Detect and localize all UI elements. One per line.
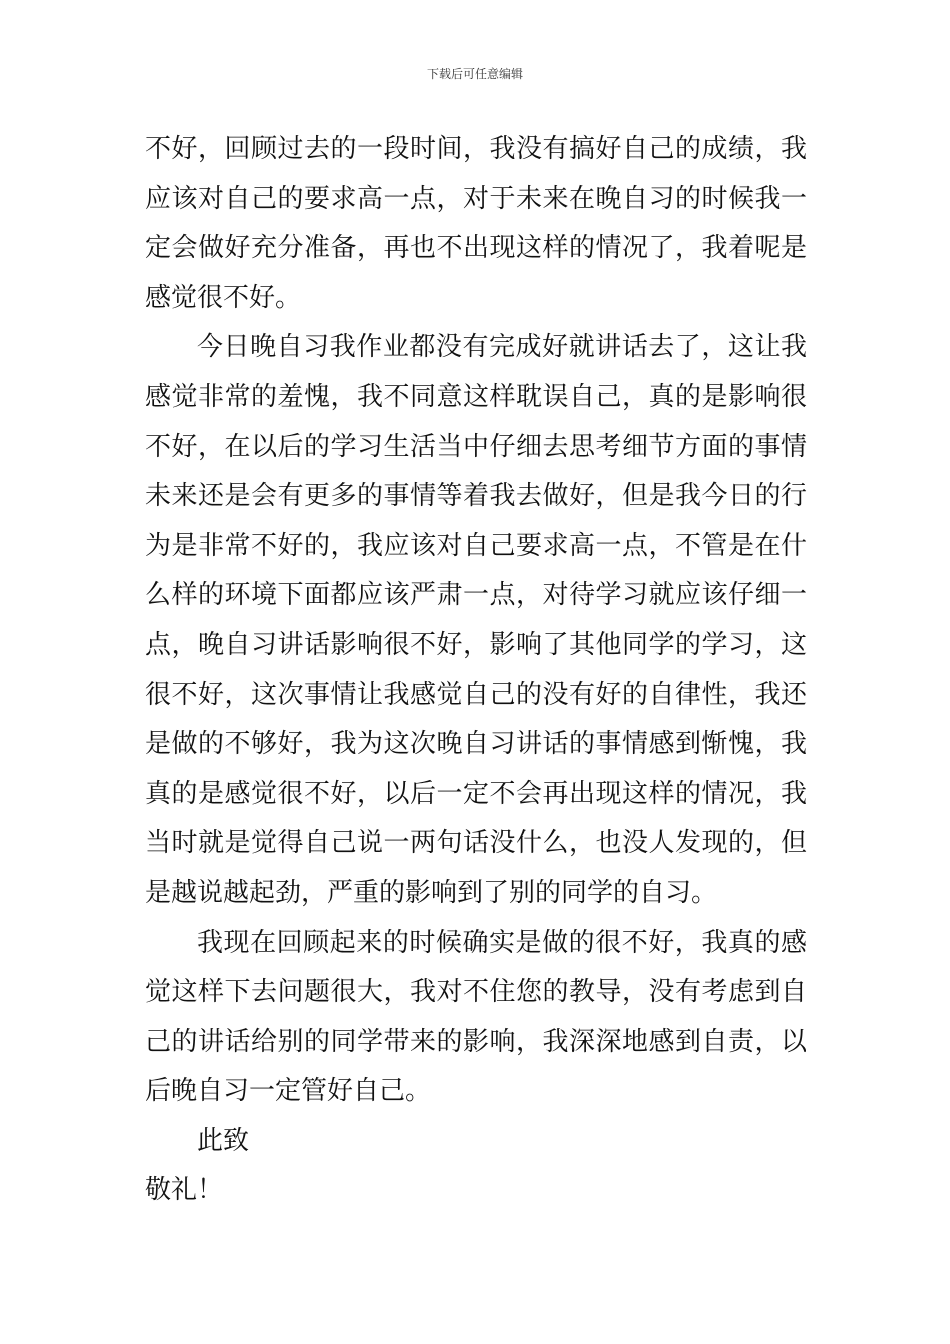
text-line: 么样的环境下面都应该严肃一点，对待学习就应该仔细一 bbox=[145, 580, 807, 611]
text-line: 应该对自己的要求高一点，对于未来在晚自习的时候我一 bbox=[145, 183, 807, 214]
text-line: 感觉很不好。 bbox=[145, 282, 302, 313]
text-line: 后晚自习一定管好自己。 bbox=[145, 1076, 432, 1107]
text-line: 敬礼！ bbox=[145, 1175, 224, 1206]
text-line: 己的讲话给别的同学带来的影响，我深深地感到自责，以 bbox=[145, 1026, 807, 1057]
text-line: 为是非常不好的，我应该对自己要求高一点，不管是在什 bbox=[145, 530, 807, 561]
document-body bbox=[145, 125, 807, 1216]
text-line: 觉这样下去问题很大，我对不住您的教导，没有考虑到自 bbox=[145, 977, 807, 1008]
text-line: 未来还是会有更多的事情等着我去做好，但是我今日的行 bbox=[145, 481, 807, 512]
text-line: 定会做好充分准备，再也不出现这样的情况了，我着呢是 bbox=[145, 233, 807, 264]
text-line: 点，晚自习讲话影响很不好，影响了其他同学的学习，这 bbox=[145, 629, 807, 660]
text-line: 我现在回顾起来的时候确实是做的很不好，我真的感 bbox=[197, 927, 807, 958]
text-line: 今日晚自习我作业都没有完成好就讲话去了，这让我 bbox=[197, 332, 807, 363]
paragraph bbox=[145, 125, 807, 323]
text-line: 是越说越起劲，严重的影响到了别的同学的自习。 bbox=[145, 877, 718, 908]
paragraph bbox=[145, 323, 807, 918]
closing-regards bbox=[145, 1166, 807, 1216]
paragraph bbox=[145, 919, 807, 1117]
text-line: 当时就是觉得自己说一两句话没什么，也没人发现的，但 bbox=[145, 828, 807, 859]
closing-salutation bbox=[145, 1117, 807, 1167]
text-line: 感觉非常的羞愧，我不同意这样耽误自己，真的是影响很 bbox=[145, 381, 807, 412]
text-line: 很不好，这次事情让我感觉自己的没有好的自律性，我还 bbox=[145, 679, 807, 710]
text-line: 真的是感觉很不好，以后一定不会再出现这样的情况，我 bbox=[145, 778, 807, 809]
text-line: 不好，回顾过去的一段时间，我没有搞好自己的成绩，我 bbox=[145, 134, 807, 164]
text-line: 是做的不够好，我为这次晚自习讲话的事情感到惭愧，我 bbox=[145, 729, 807, 760]
page-header: 下载后可任意编辑 bbox=[426, 67, 523, 81]
text-line: 此致 bbox=[197, 1125, 250, 1156]
text-line: 不好，在以后的学习生活当中仔细去思考细节方面的事情 bbox=[145, 431, 807, 462]
